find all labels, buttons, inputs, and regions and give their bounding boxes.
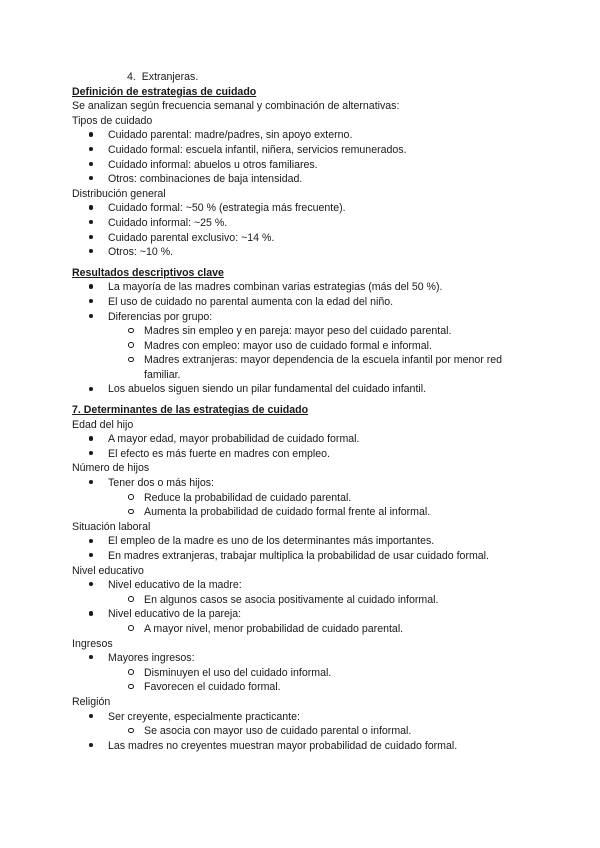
- list-item: Otros: ~10 %.: [72, 245, 542, 260]
- bullet-icon: [89, 216, 101, 231]
- list-item: Tener dos o más hijos:: [72, 476, 542, 491]
- list-item: La mayoría de las madres combinan varias estrategias (más del 50 %).: [72, 280, 542, 295]
- bullet-icon: [89, 607, 101, 622]
- section-heading-definicion: Definición de estrategias de cuidado: [72, 85, 257, 98]
- sub-list-item: En algunos casos se asocia positivamente al cuidado informal.: [72, 593, 542, 608]
- circle-bullet-icon: [128, 324, 140, 339]
- sub-list-item: Aumenta la probabilidad de cuidado formal frente al informal.: [72, 505, 542, 520]
- subheading-edad: Edad del hijo: [72, 418, 134, 431]
- bullet-icon: [89, 447, 101, 462]
- bullet-icon: [89, 534, 101, 549]
- circle-bullet-icon: [128, 680, 140, 695]
- circle-bullet-icon: [128, 491, 140, 506]
- section-heading-determinantes: 7. Determinantes de las estrategias de cuidado: [72, 404, 309, 417]
- sub-list-item: A mayor nivel, menor probabilidad de cuidado parental.: [72, 622, 542, 637]
- bullet-icon: [89, 382, 101, 397]
- document-page: [72, 70, 542, 753]
- list-item: Diferencias por grupo:: [72, 310, 542, 325]
- circle-bullet-icon: [128, 724, 140, 739]
- subheading-hijos: Número de hijos: [72, 462, 150, 475]
- numbered-item: 4. Extranjeras.: [127, 71, 199, 83]
- bullet-icon: [89, 231, 101, 246]
- bullet-icon: [89, 172, 101, 187]
- bullet-icon: [89, 245, 101, 260]
- list-item: Mayores ingresos:: [72, 651, 542, 666]
- bullet-icon: [89, 549, 101, 564]
- circle-bullet-icon: [128, 505, 140, 520]
- bullet-icon: [89, 128, 101, 143]
- circle-bullet-icon: [128, 622, 140, 637]
- circle-bullet-icon: [128, 666, 140, 681]
- circle-bullet-icon: [128, 593, 140, 608]
- sub-list-item: Reduce la probabilidad de cuidado parental.: [72, 491, 542, 506]
- list-item: Los abuelos siguen siendo un pilar fundamental del cuidado infantil.: [72, 382, 542, 397]
- bullet-icon: [89, 578, 101, 593]
- list-item: Cuidado formal: ~50 % (estrategia más frecuente).: [72, 201, 542, 216]
- bullet-icon: [89, 158, 101, 173]
- bullet-icon: [89, 476, 101, 491]
- list-item: Cuidado parental: madre/padres, sin apoyo externo.: [72, 128, 542, 143]
- sub-list-item: Madres con empleo: mayor uso de cuidado formal e informal.: [72, 339, 542, 354]
- subheading-tipos: Tipos de cuidado: [72, 114, 153, 127]
- bullet-icon: [89, 295, 101, 310]
- list-item: Nivel educativo de la madre:: [72, 578, 542, 593]
- sub-list-item: Disminuyen el uso del cuidado informal.: [72, 666, 542, 681]
- sub-list-item-continuation: familiar.: [144, 368, 181, 381]
- list-item: Otros: combinaciones de baja intensidad.: [72, 172, 542, 187]
- bullet-icon: [89, 651, 101, 666]
- list-item: A mayor edad, mayor probabilidad de cuidado formal.: [72, 432, 542, 447]
- bullet-icon: [89, 432, 101, 447]
- bullet-icon: [89, 201, 101, 216]
- list-item: Las madres no creyentes muestran mayor probabilidad de cuidado formal.: [72, 739, 542, 754]
- subheading-educativo: Nivel educativo: [72, 564, 144, 577]
- bullet-icon: [89, 310, 101, 325]
- bullet-icon: [89, 710, 101, 725]
- list-item: Cuidado parental exclusivo: ~14 %.: [72, 231, 542, 246]
- list-item: El efecto es más fuerte en madres con empleo.: [72, 447, 542, 462]
- section-heading-resultados: Resultados descriptivos clave: [72, 266, 224, 279]
- list-item: El empleo de la madre es uno de los determinantes más importantes.: [72, 534, 542, 549]
- list-item: El uso de cuidado no parental aumenta con la edad del niño.: [72, 295, 542, 310]
- sub-list-item: Favorecen el cuidado formal.: [72, 680, 542, 695]
- subheading-laboral: Situación laboral: [72, 520, 151, 533]
- subheading-distribucion: Distribución general: [72, 187, 166, 200]
- paragraph: Se analizan según frecuencia semanal y combinación de alternativas:: [72, 100, 400, 113]
- sub-list-item: Madres sin empleo y en pareja: mayor peso del cuidado parental.: [72, 324, 542, 339]
- sub-list-item: Madres extranjeras: mayor dependencia de la escuela infantil por menor red: [72, 353, 542, 368]
- subheading-religion: Religión: [72, 695, 111, 708]
- list-item: Nivel educativo de la pareja:: [72, 607, 542, 622]
- bullet-icon: [89, 739, 101, 754]
- sub-list-item: Se asocia con mayor uso de cuidado parental o informal.: [72, 724, 542, 739]
- circle-bullet-icon: [128, 353, 140, 368]
- subheading-ingresos: Ingresos: [72, 637, 113, 650]
- list-item: En madres extranjeras, trabajar multiplica la probabilidad de usar cuidado formal.: [72, 549, 542, 564]
- list-item: Cuidado informal: abuelos u otros familiares.: [72, 158, 542, 173]
- list-item: Cuidado formal: escuela infantil, niñera, servicios remunerados.: [72, 143, 542, 158]
- bullet-icon: [89, 143, 101, 158]
- list-item: Cuidado informal: ~25 %.: [72, 216, 542, 231]
- list-item: Ser creyente, especialmente practicante:: [72, 710, 542, 725]
- bullet-icon: [89, 280, 101, 295]
- circle-bullet-icon: [128, 339, 140, 354]
